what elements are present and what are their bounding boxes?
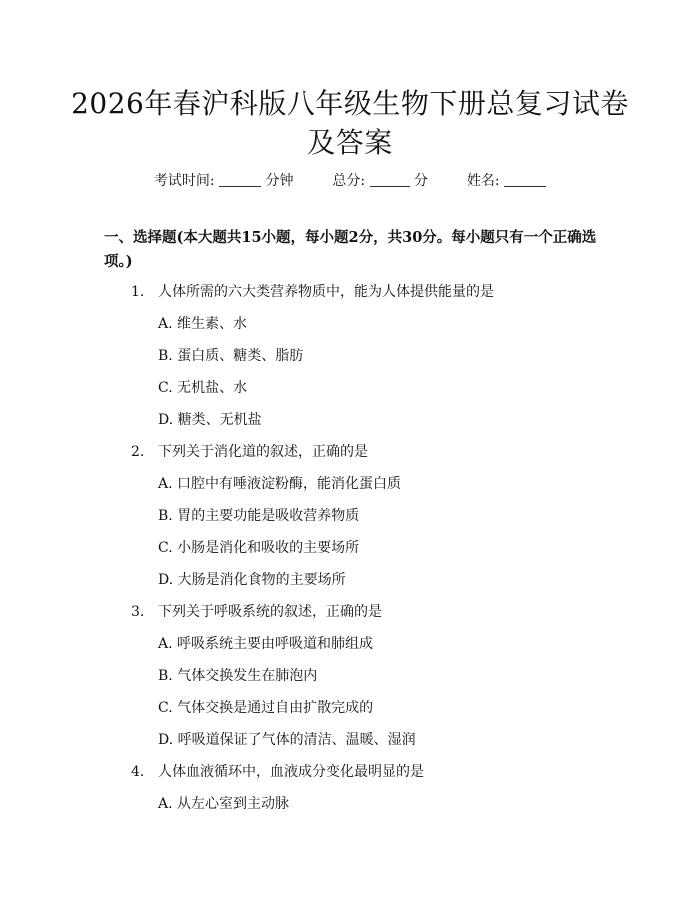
option-item: C. 无机盐、水 <box>158 380 248 396</box>
question-text: 下列关于消化道的叙述，正确的是 <box>158 444 368 460</box>
name-label: 姓名: <box>466 173 500 189</box>
question-text: 下列关于呼吸系统的叙述，正确的是 <box>158 604 382 620</box>
time-label: 考试时间: <box>153 173 215 189</box>
question-number: 2. <box>131 444 145 460</box>
option-item: A. 从左心室到主动脉 <box>158 796 290 812</box>
option-item: D. 呼吸道保证了气体的清洁、温暖、湿润 <box>158 732 416 748</box>
exam-title-line2: 及答案 <box>307 126 393 159</box>
option-item: C. 小肠是消化和吸收的主要场所 <box>158 540 360 556</box>
question-number: 1. <box>131 284 145 300</box>
option-item: D. 大肠是消化食物的主要场所 <box>158 572 346 588</box>
option-item: C. 气体交换是通过自由扩散完成的 <box>158 700 374 716</box>
question-text: 人体血液循环中，血液成分变化最明显的是 <box>158 764 424 780</box>
option-item: B. 蛋白质、糖类、脂肪 <box>158 348 304 364</box>
option-item: B. 气体交换发生在肺泡内 <box>158 668 318 684</box>
score-label: 总分: <box>332 173 366 189</box>
time-unit: 分钟 <box>265 173 294 189</box>
score-blank <box>370 174 410 187</box>
option-item: B. 胃的主要功能是吸收营养物质 <box>158 508 360 524</box>
time-blank <box>219 174 261 187</box>
option-item: D. 糖类、无机盐 <box>158 412 262 428</box>
option-item: A. 维生素、水 <box>158 316 248 332</box>
option-item: A. 呼吸系统主要由呼吸道和肺组成 <box>158 636 374 652</box>
section-heading: 一、选择题(本大题共15小题，每小题2分，共30分。每小题只有一个正确选项。) <box>104 229 597 270</box>
option-item: A. 口腔中有唾液淀粉酶，能消化蛋白质 <box>158 476 402 492</box>
exam-info <box>0 170 700 190</box>
question-number: 4. <box>131 764 145 780</box>
score-unit: 分 <box>414 173 429 189</box>
question-number: 3. <box>131 604 145 620</box>
question-text: 人体所需的六大类营养物质中，能为人体提供能量的是 <box>158 284 494 300</box>
exam-title-line1: 2026年春沪科版八年级生物下册总复习试卷 <box>71 87 629 120</box>
name-blank <box>504 174 546 187</box>
